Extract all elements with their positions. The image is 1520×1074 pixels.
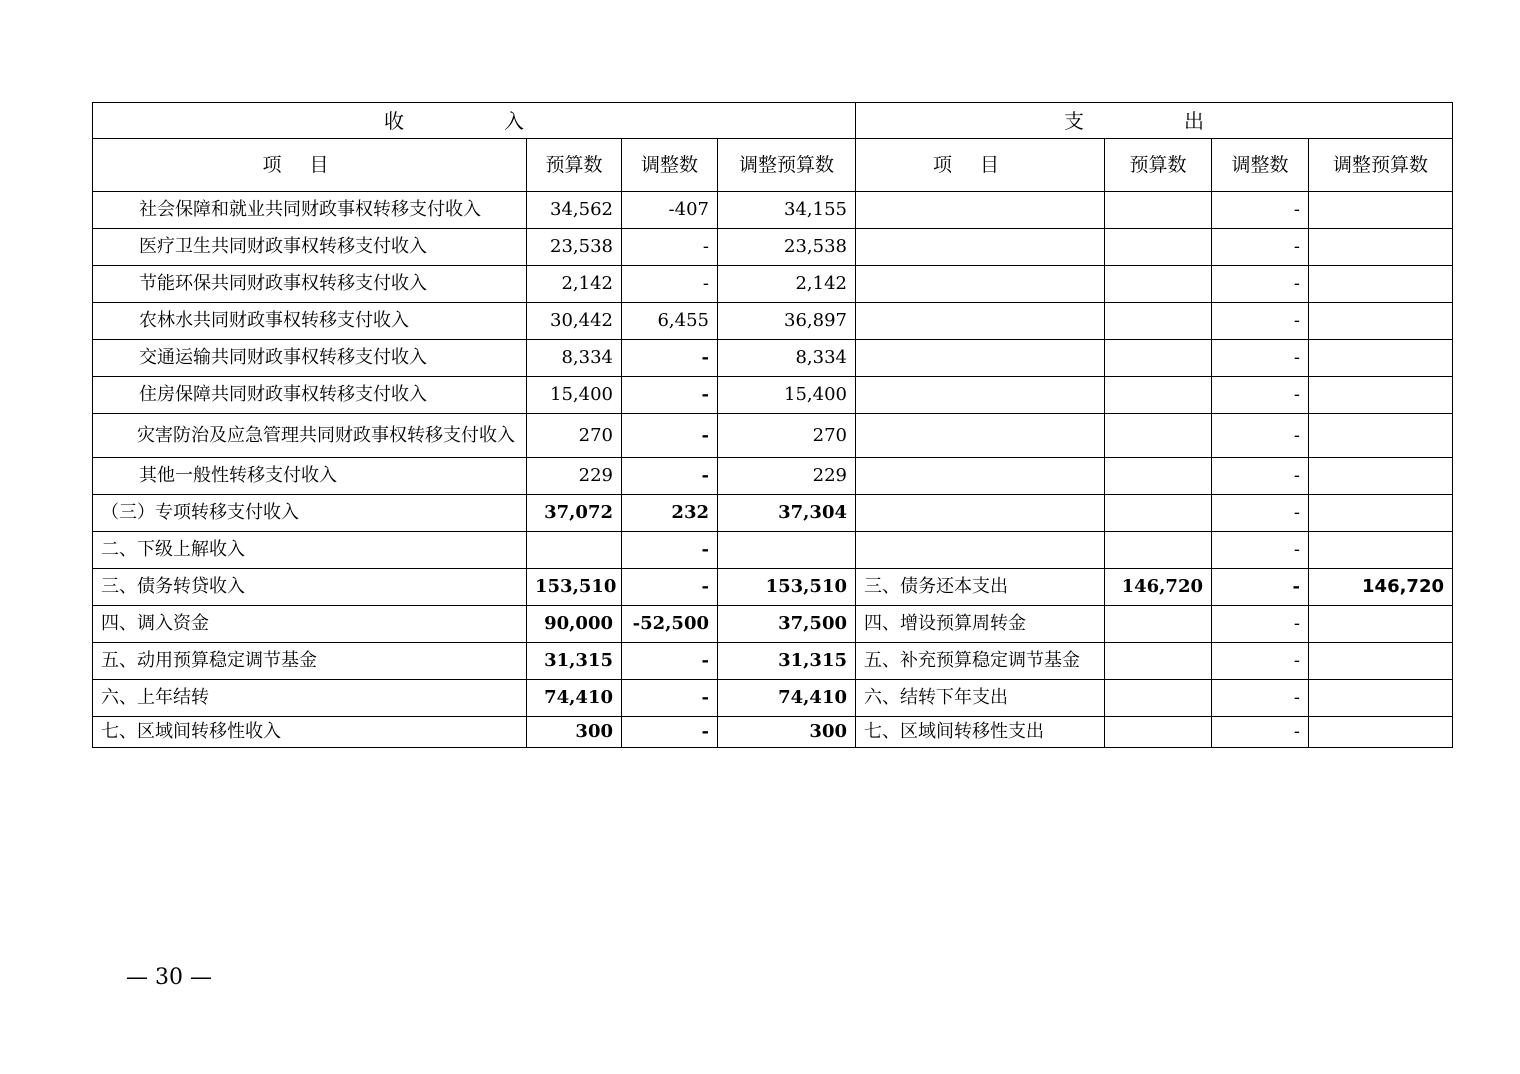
income-budget: [527, 532, 622, 569]
income-adjusted: [718, 532, 856, 569]
table-row: [93, 414, 1453, 458]
expense-budget: [1105, 606, 1212, 643]
table-row: [93, 266, 1453, 303]
income-adjusted: 36,897: [718, 303, 856, 340]
expense-item: 六、结转下年支出: [856, 680, 1105, 717]
expense-item: [856, 414, 1105, 458]
income-budget: 300: [527, 717, 622, 748]
income-adjust: -: [622, 643, 718, 680]
expense-item-header: 项目: [856, 139, 1105, 192]
expense-adjust: -: [1212, 340, 1309, 377]
income-adjusted: 23,538: [718, 229, 856, 266]
expense-adjust: -: [1212, 643, 1309, 680]
expense-adjust: -: [1212, 266, 1309, 303]
income-adjusted: 2,142: [718, 266, 856, 303]
expense-budget: [1105, 643, 1212, 680]
income-item: 四、调入资金: [93, 606, 527, 643]
expense-budget: [1105, 532, 1212, 569]
income-item: 三、债务转贷收入: [93, 569, 527, 606]
table-row: [93, 340, 1453, 377]
income-budget: 74,410: [527, 680, 622, 717]
expense-adjusted: [1309, 643, 1453, 680]
income-adjust: 232: [622, 495, 718, 532]
expense-adjusted: [1309, 377, 1453, 414]
income-adjust: -407: [622, 192, 718, 229]
income-item: 社会保障和就业共同财政事权转移支付收入: [93, 192, 527, 229]
expense-budget-header: 预算数: [1105, 139, 1212, 192]
income-budget: 2,142: [527, 266, 622, 303]
table-row: [93, 606, 1453, 643]
expense-adjust: -: [1212, 414, 1309, 458]
income-adjust: -: [622, 340, 718, 377]
expense-budget: [1105, 266, 1212, 303]
income-budget: 90,000: [527, 606, 622, 643]
expense-adjust: -: [1212, 303, 1309, 340]
expense-adjust: -: [1212, 717, 1309, 748]
expense-adjusted: [1309, 458, 1453, 495]
expense-adjusted: [1309, 340, 1453, 377]
income-budget: 270: [527, 414, 622, 458]
expense-adjusted: [1309, 266, 1453, 303]
expense-adjusted: [1309, 717, 1453, 748]
income-adjusted: 37,500: [718, 606, 856, 643]
table-row: [93, 458, 1453, 495]
expense-adjusted-header: 调整预算数: [1309, 139, 1453, 192]
income-budget: 37,072: [527, 495, 622, 532]
income-adjusted: 270: [718, 414, 856, 458]
income-budget: 30,442: [527, 303, 622, 340]
expense-adjusted: [1309, 229, 1453, 266]
expense-budget: [1105, 414, 1212, 458]
income-adjust: -: [622, 266, 718, 303]
expense-adjusted: [1309, 532, 1453, 569]
expense-budget: [1105, 303, 1212, 340]
income-item: 交通运输共同财政事权转移支付收入: [93, 340, 527, 377]
expense-adjusted: [1309, 680, 1453, 717]
budget-table: [92, 102, 1453, 748]
expense-adjust: -: [1212, 377, 1309, 414]
expense-item: 三、债务还本支出: [856, 569, 1105, 606]
expense-adjusted: [1309, 192, 1453, 229]
expense-adjust: -: [1212, 532, 1309, 569]
expense-adjust: -: [1212, 680, 1309, 717]
expense-item: 七、区域间转移性支出: [856, 717, 1105, 748]
income-item: 节能环保共同财政事权转移支付收入: [93, 266, 527, 303]
income-item: 二、下级上解收入: [93, 532, 527, 569]
income-adjusted: 74,410: [718, 680, 856, 717]
expense-budget: [1105, 458, 1212, 495]
income-item: 五、动用预算稳定调节基金: [93, 643, 527, 680]
expense-item: [856, 495, 1105, 532]
expense-adjusted: 146,720: [1309, 569, 1453, 606]
expense-adjusted: [1309, 303, 1453, 340]
expense-adjust: -: [1212, 229, 1309, 266]
income-budget: 34,562: [527, 192, 622, 229]
income-adjust: -: [622, 377, 718, 414]
expense-budget: [1105, 495, 1212, 532]
expense-adjust: -: [1212, 569, 1309, 606]
income-item: （三）专项转移支付收入: [93, 495, 527, 532]
section-header-row: [93, 103, 1453, 139]
expense-adjusted: [1309, 495, 1453, 532]
expense-item: [856, 532, 1105, 569]
income-section-title: 收 入: [93, 103, 856, 139]
table-row: [93, 303, 1453, 340]
income-adjusted: 229: [718, 458, 856, 495]
income-adjusted: 37,304: [718, 495, 856, 532]
income-item: 医疗卫生共同财政事权转移支付收入: [93, 229, 527, 266]
income-item: 灾害防治及应急管理共同财政事权转移支付收入: [93, 414, 527, 458]
income-adjust: -: [622, 680, 718, 717]
expense-item: 四、增设预算周转金: [856, 606, 1105, 643]
income-budget: 23,538: [527, 229, 622, 266]
table-row: [93, 680, 1453, 717]
income-adjust: -52,500: [622, 606, 718, 643]
income-item: 其他一般性转移支付收入: [93, 458, 527, 495]
expense-adjust: -: [1212, 458, 1309, 495]
expense-adjust: -: [1212, 495, 1309, 532]
income-adjusted-header: 调整预算数: [718, 139, 856, 192]
table-row: [93, 495, 1453, 532]
income-item-header: 项目: [93, 139, 527, 192]
table-row: [93, 192, 1453, 229]
income-adjust: -: [622, 569, 718, 606]
income-budget: 8,334: [527, 340, 622, 377]
expense-budget: [1105, 717, 1212, 748]
expense-item: [856, 303, 1105, 340]
income-adjust-header: 调整数: [622, 139, 718, 192]
income-adjust: 6,455: [622, 303, 718, 340]
income-budget: 31,315: [527, 643, 622, 680]
income-item: 七、区域间转移性收入: [93, 717, 527, 748]
income-adjusted: 153,510: [718, 569, 856, 606]
income-item: 农林水共同财政事权转移支付收入: [93, 303, 527, 340]
table-row: [93, 377, 1453, 414]
expense-section-title: 支 出: [856, 103, 1453, 139]
expense-item: [856, 340, 1105, 377]
income-adjusted: 34,155: [718, 192, 856, 229]
table-row: [93, 532, 1453, 569]
income-adjust: -: [622, 414, 718, 458]
expense-adjust-header: 调整数: [1212, 139, 1309, 192]
expense-budget: [1105, 229, 1212, 266]
income-adjusted: 31,315: [718, 643, 856, 680]
expense-item: 五、补充预算稳定调节基金: [856, 643, 1105, 680]
table-row: [93, 229, 1453, 266]
expense-budget: 146,720: [1105, 569, 1212, 606]
table-row: [93, 643, 1453, 680]
income-adjusted: 300: [718, 717, 856, 748]
expense-item: [856, 377, 1105, 414]
income-adjusted: 15,400: [718, 377, 856, 414]
income-adjust: -: [622, 458, 718, 495]
income-budget-header: 预算数: [527, 139, 622, 192]
column-header-row: [93, 139, 1453, 192]
income-budget: 229: [527, 458, 622, 495]
income-adjust: -: [622, 717, 718, 748]
expense-item: [856, 192, 1105, 229]
income-item: 住房保障共同财政事权转移支付收入: [93, 377, 527, 414]
expense-budget: [1105, 340, 1212, 377]
income-adjust: -: [622, 229, 718, 266]
expense-item: [856, 458, 1105, 495]
expense-adjust: -: [1212, 192, 1309, 229]
income-item: 六、上年结转: [93, 680, 527, 717]
expense-budget: [1105, 192, 1212, 229]
expense-adjusted: [1309, 606, 1453, 643]
income-budget: 15,400: [527, 377, 622, 414]
expense-item: [856, 229, 1105, 266]
table-row: [93, 569, 1453, 606]
expense-budget: [1105, 377, 1212, 414]
income-budget: 153,510: [527, 569, 622, 606]
table-row: [93, 717, 1453, 748]
page-number: — 30 —: [126, 965, 212, 990]
expense-adjusted: [1309, 414, 1453, 458]
expense-budget: [1105, 680, 1212, 717]
income-adjust: -: [622, 532, 718, 569]
expense-adjust: -: [1212, 606, 1309, 643]
expense-item: [856, 266, 1105, 303]
income-adjusted: 8,334: [718, 340, 856, 377]
